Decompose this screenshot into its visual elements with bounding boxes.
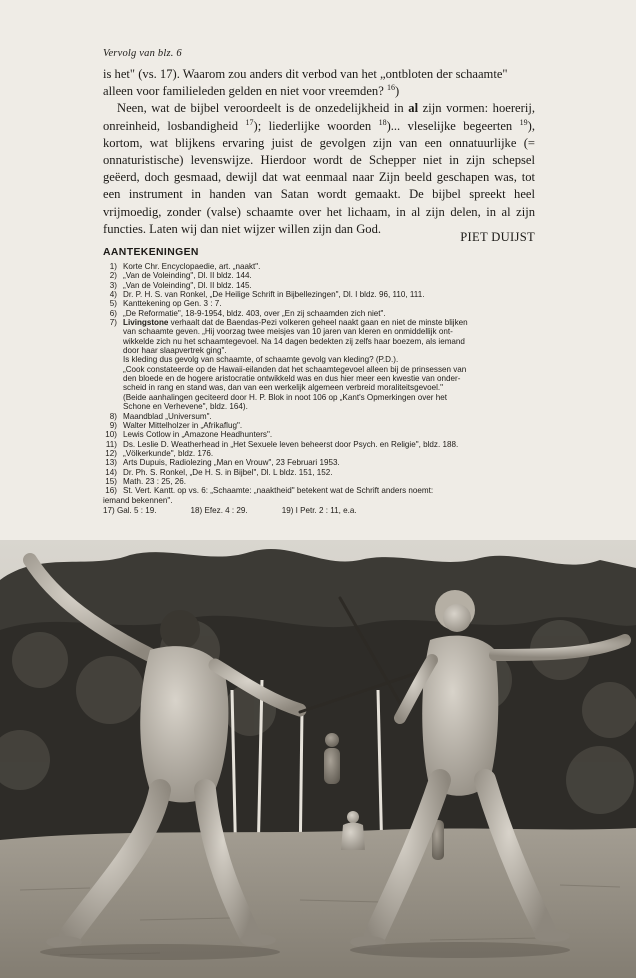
note-16-line: iemand bekennen". — [103, 495, 173, 505]
note-7-line: den bloede en de hogere aristocratie ontwikkeld was en dus hier meer een kwestie van onder- — [123, 374, 461, 384]
continuation-note: Vervolg van blz. 6 — [103, 48, 182, 59]
paragraph-2: Neen, wat de bijbel veroordeelt is de onzedelijkheid in al zijn vormen: hoererij, onreinheid, losbandigheid $^{17}$); liederlijke woorden $^{18}$)... vleselijke begeerten $^{19}$), kortom, wat blijkens ervaring juist de gevolgen zijn van een onnatuurlijke (= onnaturistische) levenswijze. Hierdoor wordt de Schepper niet in zijn schepsel geëerd, doch gesmaad, dewijl dat wat eenmaal naar Zijn beeld geschapen was, tot een instrument in handen van Satan wordt gemaakt. De bijbel spreekt heel vrijmoedig, zonder (valse) schaamte over het lichaam, in al zijn delen, in al zijn functies. Laten wij dan niet wijzer willen zijn dan God. — [103, 101, 535, 236]
note-18: 18) Efez. 4 : 29. — [190, 505, 248, 515]
note-7-line: Schone en Verhevene", bldz. 164). — [123, 402, 248, 412]
note-item: 6) „De Reformatie", 18-9-1954, bldz. 403, over „En zij schaamden zich niet". — [109, 308, 386, 318]
note-item: 2) „Van de Voleinding", Dl. II bldz. 144. — [109, 271, 252, 281]
note-item: 11) Ds. Leslie D. Weatherhead in „Het Sexuele leven beheerst door Psych. en Religie", bldz. 188. — [105, 439, 459, 449]
note-19: 19) I Petr. 2 : 11, e.a. — [281, 505, 357, 515]
paragraph-1: is het" (vs. 17). Waarom zou anders dit verbod van het „ontbloten der schaamte" alleen voor familieleden gelden en niet voor vreemden? $^{16}$) — [103, 67, 508, 99]
note-7-line: „Cook constateerde op de Hawaii-eilanden dat het schaamtegevoel alleen bij de prinsessen van — [123, 364, 467, 374]
background-figure-standing — [324, 733, 340, 784]
note-item: 1) Korte Chr. Encyclopaedie, art. „naakt". — [109, 262, 261, 271]
note-item: 16) St. Vert. Kantt. op vs. 6: „Schaamte: „naaktheid" betekent wat de Schrift anders noemt: — [105, 486, 434, 496]
note-17: 17) Gal. 5 : 19. — [103, 505, 157, 515]
note-item: 10) Lewis Cotlow in „Amazone Headhunters". — [105, 430, 273, 440]
notes-title: AANTEKENINGEN — [103, 247, 199, 258]
note-item: 9) Walter Mittelholzer in „Afrikaflug". — [109, 420, 243, 430]
note-item: 13) Arts Dupuis, Radiolezing „Man en Vrouw", 23 Februari 1953. — [105, 458, 340, 468]
note-item: 3) „Van de Voleinding", Dl. II bldz. 145. — [109, 280, 252, 290]
notes-list — [103, 262, 537, 515]
note-7-line: van schaamte geven. „Hij voorzag twee meisjes van 10 jaren van kleren en onmiddellijk ont- — [123, 327, 453, 337]
note-7-line: (Beide aanhalingen geciteerd door H. P. Blok in noot 106 op „Kant's Opmerkingen over het — [123, 392, 448, 402]
photo-illustration — [0, 540, 636, 978]
note-item: 15) Math. 23 : 25, 26. — [105, 476, 186, 486]
note-item: 4) Dr. P. H. S. van Ronkel, „De Heilige Schrift in Bijbellezingen", Dl. I bldz. 96, 110, 111. — [109, 290, 425, 300]
note-item: 5) Kanttekening op Gen. 3 : 7. — [109, 299, 222, 309]
author-signature: PIET DUIJST — [460, 230, 535, 244]
notes-last-line — [103, 506, 537, 515]
article-body — [103, 66, 535, 238]
note-7-line: door haar slaapvertrek ging". — [123, 346, 227, 356]
note-item: 12) „Völkerkunde", bldz. 176. — [105, 448, 214, 458]
note-7-line: scheid in rang en stand was, dan van een werkelijk algemeen verbreid moraliteitsgevoel." — [123, 383, 444, 393]
note-7-line: Is kleding dus gevolg van schaamte, of schaamte gevolg van kleding? (P.D.). — [123, 355, 399, 365]
note-item-7: 7) Livingstone verhaalt dat de Baendas-Pezi volkeren geheel naakt gaan en niet de minste blijken — [109, 318, 468, 328]
photograph — [0, 540, 636, 978]
note-item: 8) Maandblad „Universum". — [109, 411, 212, 421]
note-7-line: wikkelde zich nu het schaamtegevoel. Na 14 dagen bedekten zij zelfs haar boezem, als iemand — [123, 336, 465, 346]
note-item: 14) Dr. Ph. S. Ronkel, „De H. S. in Bijbel", Dl. L bldz. 151, 152. — [105, 467, 333, 477]
